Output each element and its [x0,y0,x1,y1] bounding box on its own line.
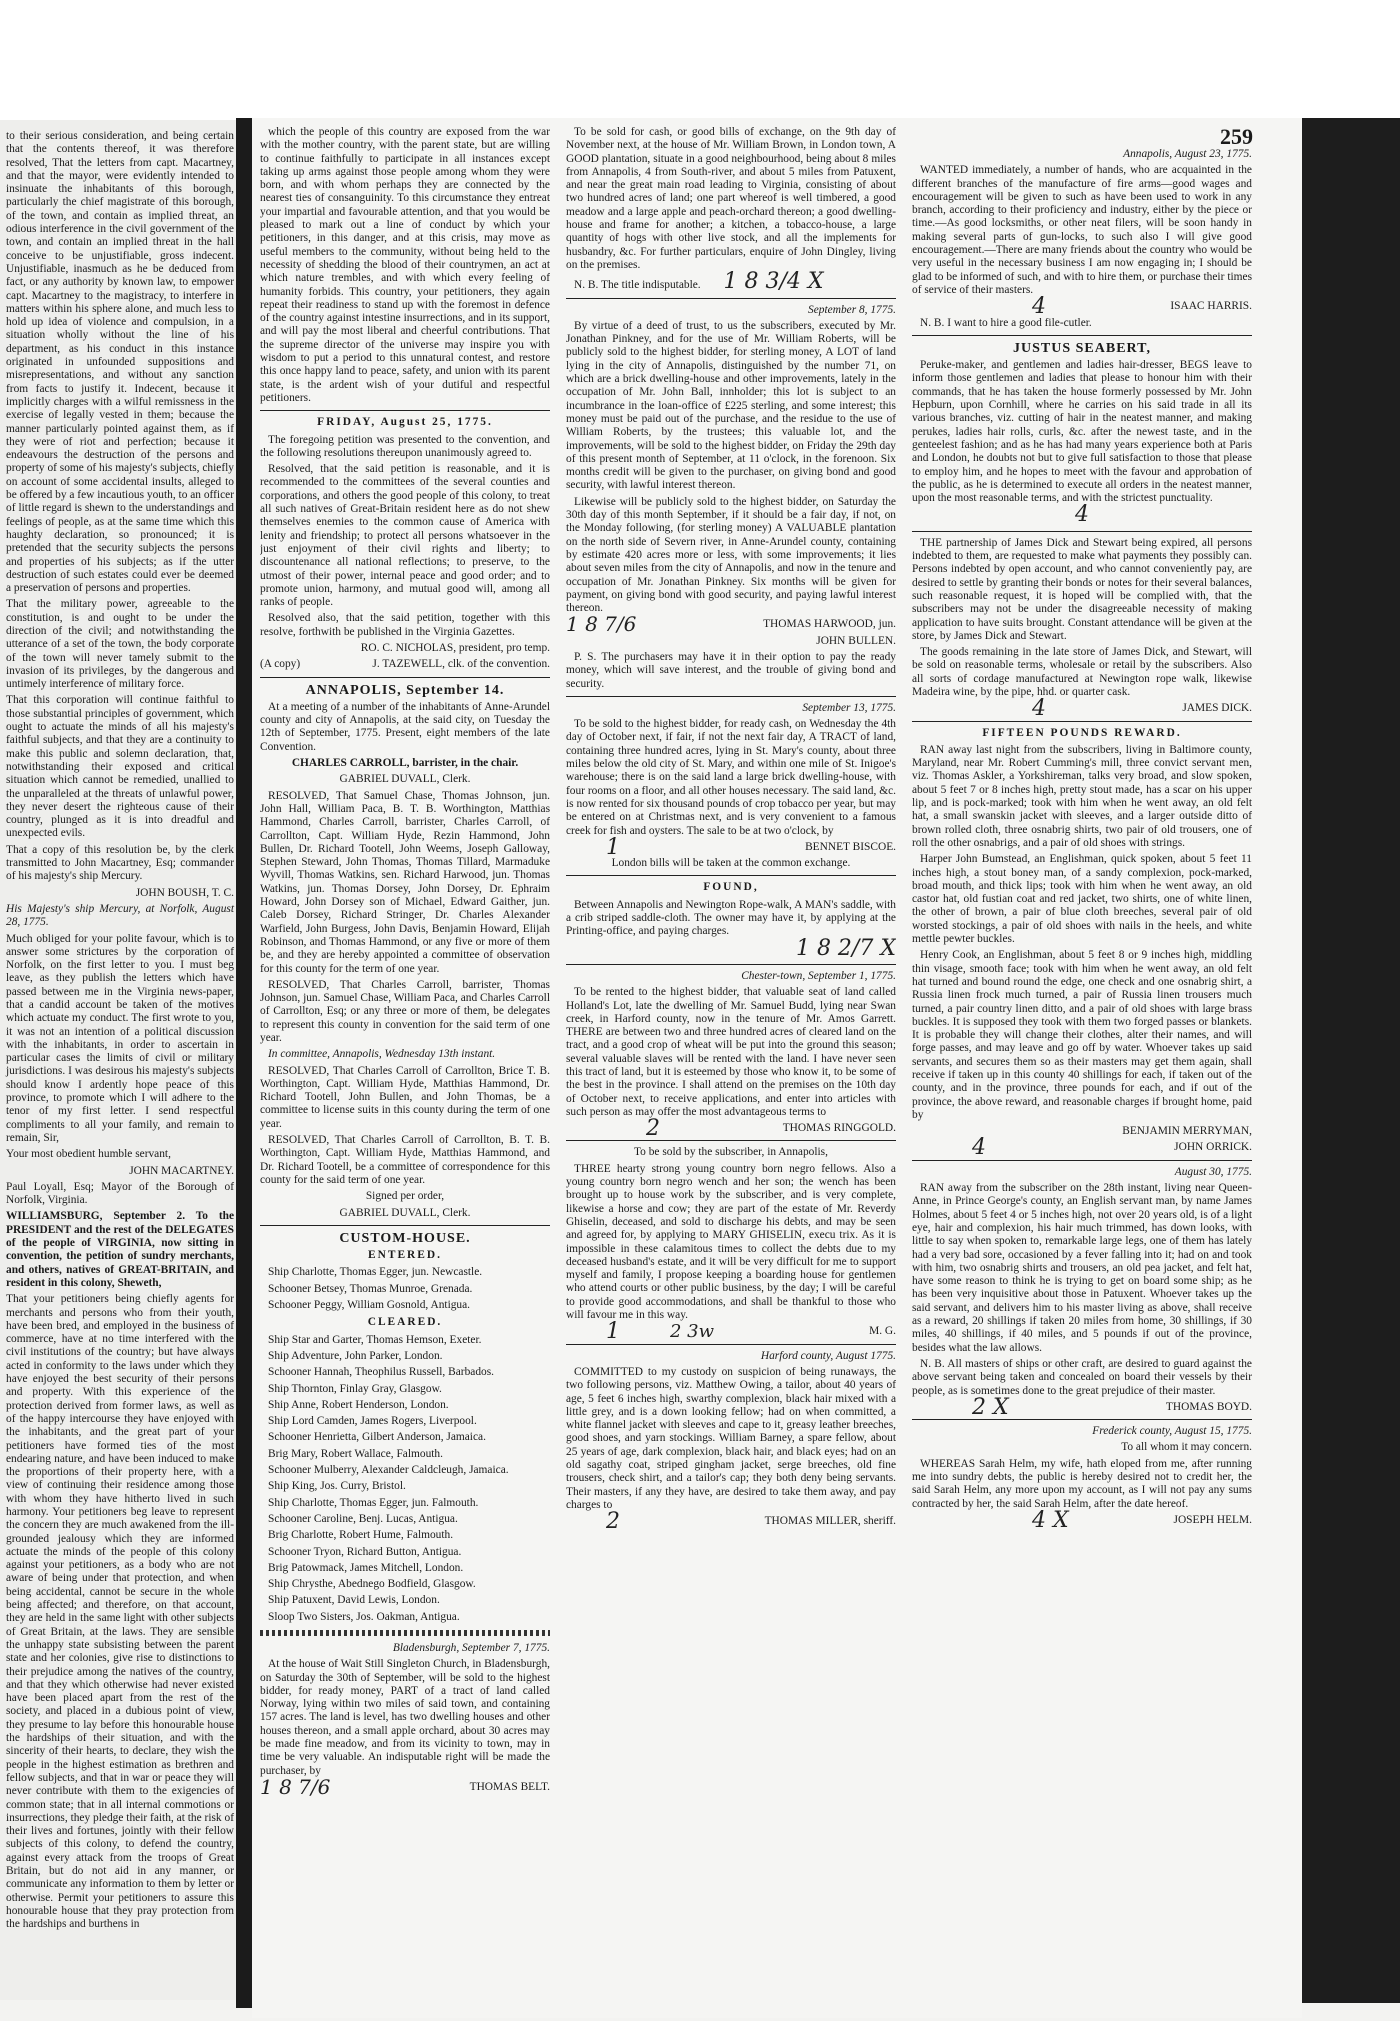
handwritten-note: 4 X [1032,1507,1069,1533]
signature: J. TAZEWELL, clk. of the convention. [372,658,550,671]
left-paragraph: That this corporation will continue faithful to those substantial principles of government, which ought to actuate the minds of all his majesty's faithful subjects, and that they are a continuity to make this public and solemn declaration, that, notwithstanding their exposed and critical situation which cannot be remedied, unallied to the unparalleled at the threats of unlawful power, they never desert the righteous cause of their country, plunged as it is into dreadful and unexpected evils. [6,694,234,840]
left-dateline: His Majesty's ship Mercury, at Norfolk, August 28, 1775. [6,902,234,929]
right-page [252,118,1302,2018]
divider [566,875,896,876]
ship-entry: Ship Charlotte, Thomas Egger, jun. Newcastle. [268,1266,483,1279]
divider [566,964,896,965]
advert-body: RAN away from the subscriber on the 28th instant, living near Queen-Anne, in Prince George's county, an English servant man, by name James Holmes, about 5 feet 4 or 5 inches high, not over 20 years old, is of a light eye, hair and complexion, his hair much trimmed, has down looks, with little to say when spoken to, remarkable large legs, one of them has lately had a very bad sore, occasioned by a fever falling into it; had on and took with him, two osnabrig shirts and trousers, an old pea jacket, and felt hat, have some reason to think he is trying to get on board some ship; as he has been very inquisitive about those in Patuxent. Whoever takes up the said servant, and delivers him to his master living as above, shall receive as a reward, 20 shillings if taken 20 miles from home, 30 shillings, if 30 miles, 40 shillings, if 40 miles, and 5 pounds if out of the province, besides what the law allows. [912,1182,1252,1354]
ship-entry: Schooner Mulberry, Alexander Caldcleugh, Jamaica. [268,1464,509,1477]
dateline: Harford county, August 1775. [760,1349,896,1362]
signed-name: GABRIEL DUVALL, Clerk. [339,1206,471,1219]
reward-heading: FIFTEEN POUNDS REWARD. [982,726,1182,739]
ship-entry: Schooner Hannah, Theophilus Russell, Barbados. [268,1366,494,1379]
ship-entry: Ship Anne, Robert Henderson, London. [268,1398,449,1411]
divider [912,531,1252,532]
handwritten-note: 4 [1075,502,1089,528]
scan-top-margin [0,0,1400,120]
advert-body: The goods remaining in the late store of James Dick, and Stewart, will be sold on reasonable terms, wholesale or retail by the subscribers. Also all sorts of cordage manufactured at Newington rope walk, likewise Madeira wine, by the pipe, hhd. or quarter cask. [912,646,1252,698]
handwritten-note: 1 [606,834,620,860]
signature: 2 X THOMAS BOYD. [972,1394,1252,1420]
advert-body: WHEREAS Sarah Helm, my wife, hath eloped from me, after running me into sundry debts, the public is hereby desired not to credit her, the said Sarah Helm, any more upon my account, as I will not pay any sums contracted by her, the said Sarah Helm, after the date hereof. [912,1457,1252,1510]
handwritten-note: 1 8 2/7 X [795,935,896,961]
left-signature: JOHN BOUSH, T. C. [135,886,234,899]
handwritten-note: 4 [1032,696,1046,722]
friday-heading: FRIDAY, August 25, 1775. [317,416,493,429]
book-gutter [236,118,252,2008]
ship-entry: Ship Patuxent, David Lewis, London. [268,1594,440,1607]
signature-line [260,658,550,671]
seabert-heading: JUSTUS SEABERT, [1013,340,1151,356]
committee-line: In committee, Annapolis, Wednesday 13th instant. [268,1048,496,1061]
handwritten-note: 1 [606,1319,620,1345]
advert-body: Henry Cook, an Englishman, about 5 feet 8 or 9 inches high, middling thin visage, smooth face; took with him when he went away, an old felt hat turned and bound round the edge, one check and one osnabrig shirt, a Russia linen frock much turned, a pair of Russia linen trousers much turned, a pair country linen ditto, and a pair of old shoes with large brass buckles. It is supposed they took with them two forged passes or blankets. It is probable they will change their clothes, alter their names, and will forge passes, and may leave and go off by water. Whoever takes up said servants, and secures them so as their masters may get them again, shall receive if taken up in this county 40 shillings for each, if taken out of the county, and in the province, three pounds for each, and if out of the province, the above reward, and reasonable charges if brought home, paid by [912,949,1252,1121]
signature: 4 ISAAC HARRIS. [1032,294,1252,320]
divider [912,721,1252,722]
ship-entry: Ship Star and Garter, Thomas Hemson, Exeter. [268,1333,482,1346]
ornamental-rule [260,1630,550,1636]
petition-text: which the people of this country are exposed from the war with the mother country, with the parent state, but are willing to continue faithfully to participate in all instances except taking up arms against those people among whom they were born, and with whom perhaps they are connected by the nearest ties of consanguinity. To this circumstance they entreat your impartial and favourable attention, and that you would be pleased to mark out a line of conduct by which your petitioners, in this danger, and at this crisis, may move as useful members to the community, without being held to the necessity of shedding the blood of their countrymen, an act at which nature trembles, and with which every feeling of humanity forbids. This country, your petitioners, they again repeat their readiness to stand up with the foremost in defence of the country against intestine insurrections, and in its support, and will pay the most liberal and cheerful contributions. That the supreme director of the universe may inspire you with wisdom to put a period to this unnatural contest, and restore this once happy land to peace, safety, and union with its parent state, is the ardent wish of your dutiful and respectful petitioners. [260,126,550,404]
page-number: 259 [1220,124,1253,149]
ship-entry: Ship Adventure, John Parker, London. [268,1349,443,1362]
customs-heading: CUSTOM-HOUSE. [339,1230,471,1246]
signature: 1 8 7/6 THOMAS HARWOOD, jun. [566,612,896,637]
column-3 [912,148,1252,2018]
ship-entry: Ship Lord Camden, James Rogers, Liverpool. [268,1415,477,1428]
resolution: RESOLVED, That Samuel Chase, Thomas Johnson, jun. John Hall, William Paca, B. T. B. Worthington, Matthias Hammond, Charles Carroll, barrister, Charles Carroll, of Carrollton, Capt. William Hyde, Rezin Hammond, John Bullen, Dr. Richard Tootell, John Weems, Joseph Galloway, Stephen Steward, John Thomas, Thomas Tillard, Marmaduke Wyvill, Thomas Watkins, sen. Richard Harwood, jun. Thomas Watkins, jun. Thomas Dorsey, John Dorsey, Dr. Ephraim Howard, John Dorsey son of Michael, Edward Gaither, jun. Caleb Dorsey, Richard Stringer, Dr. Charles Alexander Warfield, John Burgess, John Davis, Benjamin Howard, Elijah Robinson, and Thomas Hammond, or any five or more of them be, and they are hereby appointed a committee of observation for this county for the term of one year. [260,789,550,975]
left-paragraph: That the military power, agreeable to the constitution, is and ought to be under the direction of the civil; and notwithstanding the utterance of a set of the town, the body corporate of the town will never tamely submit to the invasion of its privileges, by the dangerous and untimely interference of military force. [6,598,234,691]
dateline: Bladensburgh, September 7, 1775. [392,1641,550,1654]
divider [566,1140,896,1141]
handwritten-note: 2 [646,1116,660,1142]
handwritten-note-line [566,935,896,961]
advert-note: London bills will be taken at the common exchange. [611,857,851,870]
signature: 4 JAMES DICK. [1032,696,1252,722]
handwritten-note: 1 8 3/4 X [723,269,824,295]
ship-entry: Schooner Henrietta, Gilbert Anderson, Jamaica. [268,1431,486,1444]
advert-body: To be sold to the highest bidder, for ready cash, on Wednesday the 4th day of October next, if fair, if not the next fair day, A TRACT of land, containing three hundred acres, lying in St. Mary's county, about three miles below the old city of St. Mary, and within one mile of St. Inigoe's warehouse; there is on the said land a large brick dwelling-house, with four rooms on a floor, and all other houses necessary. The said land, &c. is now rented for six thousand pounds of crop tobacco per year, but may be entered on at Christmas next, and is very convenient to a famous creek for fish and oysters. The sale to be at two o'clock, by [566,718,896,837]
signature: 2 THOMAS MILLER, sheriff. [606,1509,896,1535]
column-2 [566,126,896,2006]
column-1 [260,126,550,2006]
ship-entry: Brig Charlotte, Robert Hume, Falmouth. [268,1529,454,1542]
advert-body: To be sold for cash, or good bills of exchange, on the 9th day of November next, at the house of Mr. William Brown, in London town, A GOOD plantation, situate in a good neighbourhood, being about 8 miles from Annapolis, 4 from South-river, and about 5 miles from Patuxent, and near the great main road leading to Virginia, consisting of about two hundred acres of land; one part whereof is well timbered, a good meadow and a large apple and peach-orchard thereon; a good dwelling-house and frame for another; a kitchen, a tobacco-house, a large quantity of hogs with other live stock, and all the implements for husbandry, &c. For further particulars, enquire of John Dingley, living on the premises. [566,126,896,271]
advert-note: N. B. I want to hire a good file-cutler. [920,316,1092,329]
handwritten-note: 4 [1032,294,1046,320]
handwritten-note: 2 [606,1509,620,1535]
found-heading: FOUND, [703,881,759,894]
advert-body: Harper John Bumstead, an Englishman, quick spoken, about 5 feet 11 inches high, a stout boney man, of a sandy complexion, pock-marked, broad mouth, and thick lips; took with him when he went away, an old castor hat, old fustian coat and red jacket, two shirts, one of white linen, the other of brown, a pair of blue cloth breeches, several pair of old worsted stockings, a pair of old shoes with nails in the heels, and white mettle pewter buckles. [912,853,1252,946]
handwritten-note: 1 8 7/6 [566,612,637,637]
signature: 1 2 3w M. G. [606,1319,896,1345]
signature: BENJAMIN MERRYMAN, [1122,1125,1252,1138]
signature: 4 JOHN ORRICK. [972,1135,1252,1161]
advert-body: RAN away last night from the subscribers, living in Baltimore county, Maryland, near Mr. Robert Cumming's mill, three convict servant men, viz. Thomas Askler, a Yorkshireman, talks very broad, and slow spoken, about 5 feet 7 or 8 inches high, pretty stout made, has a scar on his upper lip, and is pock-marked; took with him when he went away, an old felt hat, a small swanskin jacket with sleeves, and a larger outside ditto of brown rolled cloth, three osnabrig shirts, two pair of old trousers, one of roll the other osnabrigs, and a pair of old shoes with strings. [912,743,1252,849]
friday-body: The foregoing petition was presented to the convention, and the following resolutions thereupon unanimously agreed to. [260,433,550,459]
left-heading: WILLIAMSBURG, September 2. To the PRESIDENT and the rest of the DELEGATES of the people of VIRGINIA, now sitting in convention, the petition of sundry merchants, and others, natives of GREAT-BRITAIN, and resident in this colony, Sheweth, [6,1210,234,1289]
advert-note: N. B. All masters of ships or other craft, are desired to guard against the above servant being taken and concealed on board their vessels by their people, as is sometimes done to the great prejudice of their master. [912,1357,1252,1397]
divider [260,1225,550,1226]
divider [566,298,896,299]
divider [260,410,550,411]
signature: 2 THOMAS RINGGOLD. [646,1116,896,1142]
advert-body: To be rented to the highest bidder, that valuable seat of land called Holland's Lot, late the dwelling of Mr. Samuel Budd, lying near Swan creek, in Harford county, now in the tenure of Mr. Amos Garrett. THERE are between two and three hundred acres of cleared land on the tract, and a good crop of wheat will be put into the ground this season; several valuable slaves will be rented with the land. I have never seen this tract of land, but it is esteemed by those who know it, to be some of the best in the province. I shall attend on the premises on the 10th day of October next, to receive applications, and enter into articles with such person as may offer the most advantageous terms to [566,986,896,1118]
divider [912,1160,1252,1161]
advert-body: Peruke-maker, and gentlemen and ladies hair-dresser, BEGS leave to inform those gentlemen and ladies that please to honour him with their commands, that he has taken the house formerly possessed by Mr. John Hepburn, upon Cornhill, where he carries on his said trade in all its various branches, viz. cutting of hair in the neatest manner, and making perukes, ladies hair rolls, curls, &c. after the newest taste, and in the genteelest fashion; and as he has had many years experience both at Paris and London, he doubts not but to give full satisfaction to those that please to employ him, and he hopes to meet with the favour and approbation of the public, as he is determined to execute all orders in the neatest manner, upon the most reasonable terms, and with the strictest punctuality. [912,359,1252,505]
signature: 1 8 7/6 THOMAS BELT. [260,1774,550,1799]
copy-note: (A copy) [260,658,301,671]
left-addressee: Paul Loyall, Esq; Mayor of the Borough of Norfolk, Virginia. [6,1180,234,1207]
book-edge-shadow [1302,118,1400,2003]
ship-entry: Ship Chrysthe, Abednego Bodfield, Glasgow. [268,1578,476,1591]
resolution: RESOLVED, That Charles Carroll of Carrollton, B. T. B. Worthington, Capt. William Hyde, Matthias Hammond, and Dr. Richard Tootell, be a committee of correspondence for this county for the said term of one year. [260,1134,550,1186]
divider [260,677,550,678]
ship-entry: Ship Thornton, Finlay Gray, Glasgow. [268,1382,442,1395]
ship-entry: Ship King, Jos. Curry, Bristol. [268,1480,406,1493]
resolution: RESOLVED, That Charles Carroll, barrister, Thomas Johnson, jun. Samuel Chase, William Paca, and Charles Carroll of Carrollton, Esq; or any three or more of them, be delegates to represent this county in convention for the said term of one year. [260,978,550,1044]
left-paragraph: That your petitioners being chiefly agents for merchants and persons who from their youth, have been bred, and employed in the business of commerce, have at no time interfered with the civil institutions of the country; but have always acted in conformity to the laws under which they have enjoyed the best security of their persons and property. With this experience of the protection derived from former laws, as well as of the happy intercourse they have enjoyed with the inhabitants, and the great part of your petitioners have formed ties of the most endearing nature, and have been induced to make the proportions of their property here, with a view of continuing their residence among those with whom they have hitherto lived in such harmony. Your petitioners beg leave to represent the concern they are much awakened from the ill-grounded jealousy which they are informed actuate the minds of the people of this colony against your petitioners, as a body who are not aware of being under that protection, and when being accidental, cannot be secure in the whole being affected; and therefore, on that account, they are held in the same light with other subjects of Great Britain, at the laws. They are sensible the unhappy state subsisting between the parent state and her colonies, give rise to distinctions to their prejudice among the natives of the country, and that they which otherwise had never existed have been placed apart from the rest of the society, and placed in a dubious point of view, they presume to lay before this honourable house the hardships of their situation, and with the sincerity of their hearts, to declare, they wish the people in the highest estimation as brethren and fellow subjects, and that in war or peace they will never contribute with them to the exigencies of common state; that in all internal commotions or insurrections, they pledge their faith, at the risk of their lives and fortunes, jointly with their fellow subjects of this colony, to defend the country, against every attack from the troops of Great Britain, but do not aid in any manner, or communicate any information to them by letter or otherwise. Permit your petitioners to assure this honourable house that they pray protection from the hardships and burthens in [6,1293,234,1931]
advert-body: Likewise will be publicly sold to the highest bidder, on Saturday the 30th day of this month September, if it should be a fair day, if not, on the Monday following, (for sterling money) A VALUABLE plantation on the north side of Severn river, in Anne-Arundel county, containing by estimate 420 acres more or less, with some improvements; it lies about seven miles from the city of Annapolis, and now in the tenure and occupation of Mr. Jonathan Pinkney. Six months will be given for payment, on giving bond with good security, and paying lawful interest thereon. [566,495,896,615]
signature: RO. C. NICHOLAS, president, pro temp. [360,641,550,654]
advert-body: THE partnership of James Dick and Stewart being expired, all persons indebted to them, are requested to make what payments they possibly can. Persons indebted by open account, and who cannot conveniently pay, are desired to settle by granting their bonds or notes for their several balances, such reasonable request, it is hoped will be complied with, that the subscribers may not be under the disagreeable necessity of making application to have suits brought. Constant attendance will be given at the store, by James Dick and Stewart. [912,536,1252,642]
signed-line: Signed per order, [365,1190,445,1203]
resolution: RESOLVED, That Charles Carroll of Carrollton, Brice T. B. Worthington, Capt. William Hyde, Matthias Hammond, Dr. Richard Tootell, John Bullen, and John Thomas, be a committee to license suits in this county during the term of one year. [260,1064,550,1130]
signature: 1 BENNET BISCOE. [606,834,896,860]
handwritten-note: 2 X [972,1394,1009,1420]
advert-address: To all whom it may concern. [1121,1441,1252,1454]
signature: 4 X JOSEPH HELM. [1032,1507,1252,1533]
ship-entry: Schooner Caroline, Benj. Lucas, Antigua. [268,1512,458,1525]
advert-body: THREE hearty strong young country born negro fellows. Also a young country born negro wench and her son; the wench has been brought up to house work by the subscriber, and is very complete, likewise a horse and cow; they are part of the estate of Mr. Reverdy Ghiselin, deceased, and sold to discharge his debts, and may be seen and agreed for, by applying to MARY GHISELIN, execu trix. As it is impossible in these calamitous times to collect the debts due to my deceased husband's estate, and it will be very difficult for me to support myself and family, I propose keeping a boarding house for gentlemen who attend courts or other public business, by the day; I will be careful to provide good accommodations, and shall be thankful to those who will favour me in this way. [566,1162,896,1322]
advert-note: P. S. The purchasers may have it in their option to pay the ready money, which will save interest, and the trouble of giving bond and security. [566,650,896,690]
resolution: Resolved also, that the said petition, together with this resolve, forthwith be published in the Virginia Gazettes. [260,612,550,638]
ship-entry: Sloop Two Sisters, Jos. Oakman, Antigua. [268,1610,460,1623]
divider [566,696,896,697]
left-signature: JOHN MACARTNEY. [129,1164,234,1177]
handwritten-note: 1 8 7/6 [260,1774,331,1799]
entered-heading: ENTERED. [368,1249,442,1262]
divider [912,1419,1252,1420]
handwritten-note: 2 3w [670,1321,715,1343]
left-page-column [6,130,234,1934]
ship-entry: Schooner Tryon, Richard Button, Antigua. [268,1545,462,1558]
advert-body: COMMITTED to my custody on suspicion of being runaways, the two following persons, viz. Matthew Owing, a tailor, about 40 years of age, 5 feet 6 inches high, swarthy complexion, black hair mixed with a little grey, and is a down looking fellow; had on when committed, a white flannel jacket with sleeves and cape to it, greasy leather breeches, good shoes, and yarn stockings. William Barney, a spare fellow, about 25 years of age, dark complexion, black hair, and black eyes; had on an old sagathy coat, striped gingham jacket, serge breeches, old fine trousers, check shirt, and a tailor's cap; they both deny being servants. Their masters, if any they have, are desired to take them away, and pay charges to [566,1365,896,1511]
left-paragraph: Much obliged for your polite favour, which is to answer some strictures by the corporation of Norfolk, on the first letter to you. I must beg leave, as they publish the letters which have passed between me in the Virginia news-paper, that a candid account be taken of the motives which actuate my conduct. The first wrote to you, it was not an intention of a political discussion with the inhabitants, in order to ascertain in particular cases the limits of civil or military jurisdictions. I was desirous his majesty's subjects should know I ardently hope peace of this province, to promote which I will adhere to the tenor of my first letter. I send respectful compliments to all your family, and remain to remain, Sir, [6,932,234,1144]
signature: JOHN BULLEN. [816,634,896,647]
dateline: Frederick county, August 15, 1775. [1092,1425,1252,1438]
advert-body: By virtue of a deed of trust, to us the subscribers, executed by Mr. Jonathan Pinkney, and for the use of Mr. William Roberts, will be publicly sold to the highest bidder, for sterling money, A LOT of land lying in the city of Annapolis, distinguished by the number 71, on which are a brick dwelling-house and other improvements, lately in the occupation of Mr. John Ball, innholder; this lot is subject to an incumbrance in the loan-office of £225 sterling, and some interest; this money must be paid out of the purchase, and the residue to the use of William Roberts, by the trustees; this valuable lot, and the improvements, will be sold to the highest bidder, on Friday the 29th day of this present month of September, at 11 o'clock, in the forenoon. Six months credit will be given to the purchaser, on giving bond and good security, with lawful interest thereon. [566,319,896,492]
ship-entry: Ship Charlotte, Thomas Egger, jun. Falmouth. [268,1496,479,1509]
advert-body: At the house of Wait Still Singleton Church, in Bladensburgh, on Saturday the 30th of September, will be sold to the highest bidder, for ready money, PART of a tract of land called Norway, lying within two miles of said town, and containing 157 acres. The land is level, has two dwelling houses and other houses thereon, and a small apple orchard, about 30 acres may be made fine meadow, and from its vicinity to town, may in time be very valuable. An indisputable right will be made the purchaser, by [260,1658,550,1777]
dateline: Chester-town, September 1, 1775. [741,969,896,982]
left-closing: Your most obedient humble servant, [6,1148,171,1161]
resolution: Resolved, that the said petition is reasonable, and it is recommended to the committees of the several counties and corporations, and others the good people of this colony, to treat all such natives of Great-Britain resident here as do not shew themselves enemies to the common cause of America with lenity and friendship; to protect all persons whatsoever in the just enjoyment of their civil rights and liberty; to discountenance all national reflections; to preserve, to the utmost of their power, internal peace and good order; and to promote union, harmony, and mutual good will, among all ranks of people. [260,463,550,609]
ship-entry: Brig Patowmack, James Mitchell, London. [268,1561,464,1574]
left-page [0,120,238,2000]
advert-heading: To be sold by the subscriber, in Annapolis, [634,1146,828,1159]
annapolis-heading: ANNAPOLIS, September 14. [305,682,505,698]
left-paragraph: to their serious consideration, and being certain that the contents thereof, it was therefore resolved, That the letters from capt. Macartney, and that the mayor, were evidently intended to insinuate the inhabitants of this borough, particularly the chief magistrate of this borough, of the town, and contain as implied threat, an odious interference in the civil government of the town, and contain an implied threat in the hall conceive to be unjustifiable, gross indecent. Unjustifiable, inasmuch as he be deduced from fact, or any authority by known law, to empower capt. Macartney to the magistracy, to interfere in matters within his sphere alone, and much less to hold up idea of violence and compulsion, in a situation wholly without the line of his department, as his conduct in this instance originated in unfounded suppositions and misrepresentations, and without any sanction from facts to justify it. Indecent, because it implicitly charges with a wilful remissness in the exercise of legally vested in them; because the manner particularly pointed against them, as if they were of riot and perfection; because it endeavours the destruction of the persons and property of some of his majesty's subjects, chiefly on account of some accidental insults, alleged to be offered by a few incautious youth, to an officer of little regard is shewn to the understandings and feelings of people, as at the same time which this haughty declaration, so pronounced; it is pretended that the security subjects the persons and properties of his subjects; as if the utter destruction of such estates could ever be deemed a preservation of persons and properties. [6,130,234,595]
dateline: August 30, 1775. [1174,1165,1252,1178]
ship-entry: Schooner Peggy, William Gosnold, Antigua. [268,1299,471,1312]
meeting-text: At a meeting of a number of the inhabitants of Anne-Arundel county and city of Annapolis, at the said city, on Tuesday the 12th of September, 1775. Present, eight members of the late Convention. [260,700,550,753]
handwritten-note-line [912,502,1252,528]
ship-entry: Brig Mary, Robert Wallace, Falmouth. [268,1447,443,1460]
clerk-line: GABRIEL DUVALL, Clerk. [339,773,471,786]
left-paragraph: That a copy of this resolution be, by the clerk transmitted to John Macartney, Esq; commander of his majesty's ship Mercury. [6,843,234,883]
dateline: September 8, 1775. [808,303,896,316]
divider [912,335,1252,336]
chair-line: CHARLES CARROLL, barrister, in the chair. [291,757,519,770]
advert-note: N. B. The title indisputable. 1 8 3/4 X [574,269,824,295]
dateline: September 13, 1775. [802,701,896,714]
cleared-heading: CLEARED. [367,1316,443,1329]
ship-entry: Schooner Betsey, Thomas Munroe, Grenada. [268,1282,473,1295]
advert-body: Between Annapolis and Newington Rope-walk, A MAN's saddle, with a crib striped saddle-cloth. The owner may have it, by applying at the Printing-office, and paying charges. [566,898,896,938]
dateline: Annapolis, August 23, 1775. [1123,148,1252,160]
advert-body: WANTED immediately, a number of hands, who are acquainted in the different branches of the manufacture of fire arms—good wages and encouragement will be given to such as have been used to work in any branch, according to their proficiency and industry, either by the piece or time.—As good locksmiths, or other neat filers, will be soon handy in making several parts of gun-locks, to such also I will give good encouragement.—There are many friends about the country who would be very useful in the necessary business I am now engaging in; I should be glad to be informed of such, and with to hire them, or purchase their times of service of their masters. [912,164,1252,296]
handwritten-note: 4 [972,1135,986,1161]
